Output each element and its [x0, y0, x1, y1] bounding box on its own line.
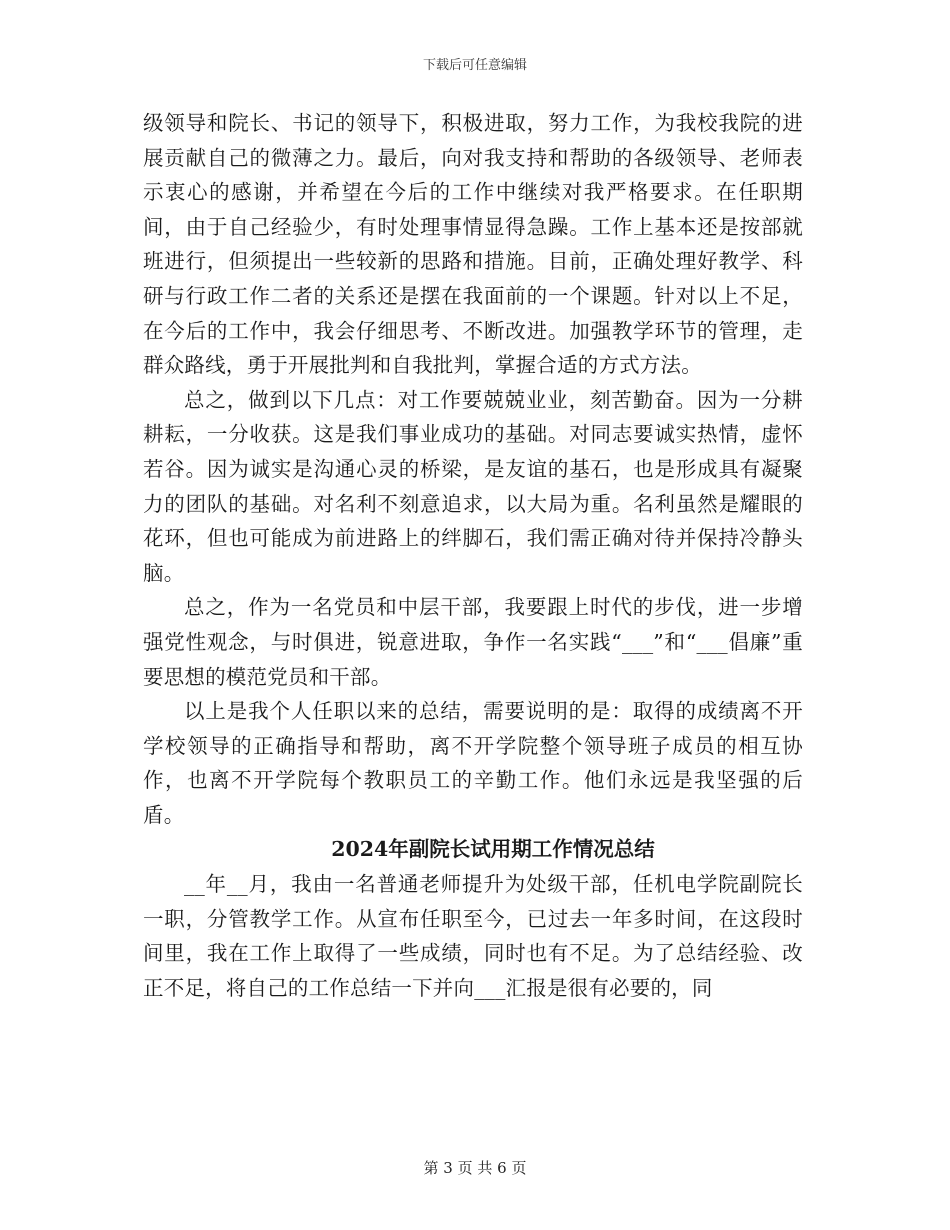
page-header: 下载后可任意编辑	[422, 58, 527, 73]
section-title: 2024年副院长试用期工作情况总结	[331, 837, 655, 862]
paragraph-section-intro: __年__月，我由一名普通老师提升为处级干部，任机电学院副院长一职，分管教学工作。从宣布任职至今，已过去一年多时间，在这段时间里，我在工作上取得了一些成绩，同时也有不足。为了总结经验、改正不足，将自己的工作总结一下并向___汇报是很有必要的，同	[143, 872, 803, 1000]
page-number: 第 3 页 共 6 页	[423, 1159, 527, 1177]
document-body	[143, 106, 803, 1005]
paragraph-party-member: 总之，作为一名党员和中层干部，我要跟上时代的步伐，进一步增强党性观念，与时俱进，锐意进取，争作一名实践“___”和“___倡廉”重要思想的模范党员和干部。	[143, 595, 803, 689]
paragraph-continued: 级领导和院长、书记的领导下，积极进取，努力工作，为我校我院的进展贡献自己的微薄之力。最后，向对我支持和帮助的各级领导、老师表示衷心的感谢，并希望在今后的工作中继续对我严格要求。在任职期间，由于自己经验少，有时处理事情显得急躁。工作上基本还是按部就班进行，但须提出一些较新的思路和措施。目前，正确处理好教学、科研与行政工作二者的关系还是摆在我面前的一个课题。针对以上不足，在今后的工作中，我会仔细思考、不断改进。加强教学环节的管理，走群众路线，勇于开展批判和自我批判，掌握合适的方式方法。	[143, 111, 803, 378]
paragraph-summary-points: 总之，做到以下几点：对工作要兢兢业业，刻苦勤奋。因为一分耕耕耘，一分收获。这是我们事业成功的基础。对同志要诚实热情，虚怀若谷。因为诚实是沟通心灵的桥梁，是友谊的基石，也是形成具有凝聚力的团队的基础。对名利不刻意追求，以大局为重。名利虽然是耀眼的花环，但也可能成为前进路上的绊脚石，我们需正确对待并保持冷静头脑。	[143, 387, 803, 585]
paragraph-conclusion: 以上是我个人任职以来的总结，需要说明的是：取得的成绩离不开学校领导的正确指导和帮助，离不开学院整个领导班子成员的相互协作，也离不开学院每个教职员工的辛勤工作。他们永远是我坚强的后盾。	[143, 699, 803, 827]
